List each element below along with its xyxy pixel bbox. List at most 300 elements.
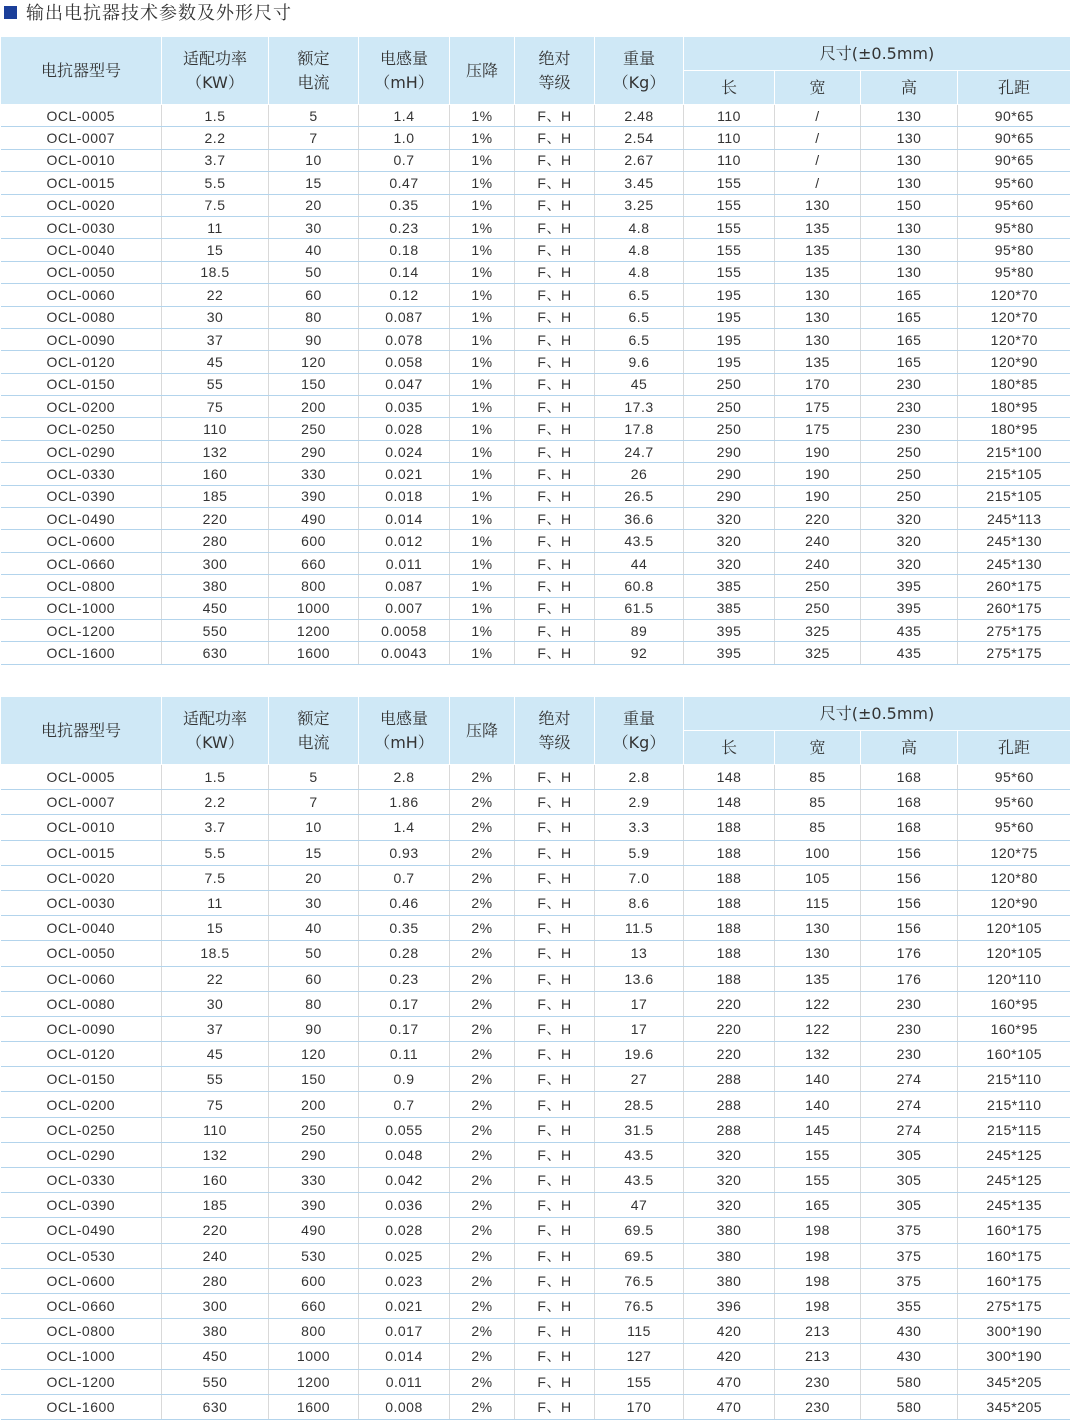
cell-length: 155 <box>684 194 775 216</box>
cell-weight: 61.5 <box>595 597 684 619</box>
cell-model: OCL-0660 <box>1 552 162 574</box>
cell-inductance: 0.7 <box>359 865 450 890</box>
cell-width: 190 <box>775 485 861 507</box>
cell-weight: 115 <box>595 1319 684 1344</box>
cell-insulation: F、H <box>515 105 595 127</box>
cell-hole: 120*90 <box>958 890 1070 915</box>
cell-length: 195 <box>684 306 775 328</box>
cell-height: 130 <box>861 261 958 283</box>
table-row <box>1 463 1070 485</box>
cell-inductance: 2.8 <box>359 765 450 790</box>
cell-height: 176 <box>861 966 958 991</box>
cell-drop: 2% <box>450 916 515 941</box>
cell-length: 290 <box>684 440 775 462</box>
table-row <box>1 1344 1070 1369</box>
cell-current: 530 <box>269 1243 359 1268</box>
cell-model: OCL-0250 <box>1 418 162 440</box>
cell-power: 110 <box>162 418 269 440</box>
cell-current: 1200 <box>269 1369 359 1394</box>
cell-drop: 2% <box>450 1016 515 1041</box>
cell-power: 2.2 <box>162 790 269 815</box>
cell-model: OCL-0490 <box>1 508 162 530</box>
header-height: 高 <box>861 71 958 105</box>
cell-power: 30 <box>162 306 269 328</box>
cell-power: 160 <box>162 463 269 485</box>
cell-insulation: F、H <box>515 1268 595 1293</box>
cell-insulation: F、H <box>515 1319 595 1344</box>
cell-current: 120 <box>269 1042 359 1067</box>
table-row <box>1 890 1070 915</box>
cell-length: 396 <box>684 1293 775 1318</box>
cell-drop: 1% <box>450 463 515 485</box>
cell-width: / <box>775 105 861 127</box>
cell-inductance: 0.078 <box>359 328 450 350</box>
table-row <box>1 1168 1070 1193</box>
cell-weight: 69.5 <box>595 1243 684 1268</box>
cell-model: OCL-0005 <box>1 105 162 127</box>
cell-model: OCL-0060 <box>1 966 162 991</box>
cell-weight: 2.54 <box>595 127 684 149</box>
header-insulation: 绝对 等级 <box>515 697 595 765</box>
cell-current: 600 <box>269 1268 359 1293</box>
cell-weight: 127 <box>595 1344 684 1369</box>
cell-weight: 13 <box>595 941 684 966</box>
table-row <box>1 916 1070 941</box>
cell-length: 148 <box>684 790 775 815</box>
cell-model: OCL-0020 <box>1 865 162 890</box>
cell-power: 380 <box>162 1319 269 1344</box>
cell-hole: 245*113 <box>958 508 1070 530</box>
page-title: 输出电抗器技术参数及外形尺寸 <box>26 3 292 24</box>
cell-weight: 4.8 <box>595 216 684 238</box>
cell-width: 135 <box>775 239 861 261</box>
cell-length: 188 <box>684 890 775 915</box>
cell-insulation: F、H <box>515 1042 595 1067</box>
cell-hole: 160*105 <box>958 1042 1070 1067</box>
cell-power: 630 <box>162 1394 269 1419</box>
cell-length: 220 <box>684 1016 775 1041</box>
cell-hole: 95*60 <box>958 790 1070 815</box>
cell-hole: 160*95 <box>958 991 1070 1016</box>
table-row <box>1 1319 1070 1344</box>
cell-drop: 1% <box>450 373 515 395</box>
cell-width: 213 <box>775 1319 861 1344</box>
cell-insulation: F、H <box>515 1092 595 1117</box>
cell-current: 660 <box>269 552 359 574</box>
cell-model: OCL-0800 <box>1 1319 162 1344</box>
cell-length: 110 <box>684 105 775 127</box>
cell-drop: 1% <box>450 261 515 283</box>
cell-model: OCL-0290 <box>1 1142 162 1167</box>
cell-inductance: 0.0043 <box>359 642 450 664</box>
cell-drop: 1% <box>450 105 515 127</box>
cell-power: 45 <box>162 1042 269 1067</box>
cell-height: 130 <box>861 172 958 194</box>
cell-width: 132 <box>775 1042 861 1067</box>
cell-model: OCL-1600 <box>1 1394 162 1419</box>
cell-hole: 215*115 <box>958 1117 1070 1142</box>
cell-width: 140 <box>775 1067 861 1092</box>
cell-insulation: F、H <box>515 328 595 350</box>
cell-length: 188 <box>684 865 775 890</box>
header-weight: 重量 （Kg） <box>595 37 684 105</box>
cell-length: 250 <box>684 396 775 418</box>
cell-length: 188 <box>684 966 775 991</box>
cell-power: 220 <box>162 508 269 530</box>
cell-drop: 2% <box>450 1369 515 1394</box>
cell-weight: 6.5 <box>595 306 684 328</box>
cell-drop: 2% <box>450 1193 515 1218</box>
table-row <box>1 966 1070 991</box>
cell-model: OCL-0150 <box>1 373 162 395</box>
cell-weight: 9.6 <box>595 351 684 373</box>
cell-width: 175 <box>775 396 861 418</box>
cell-inductance: 0.23 <box>359 216 450 238</box>
cell-weight: 24.7 <box>595 440 684 462</box>
cell-current: 150 <box>269 373 359 395</box>
cell-inductance: 0.14 <box>359 261 450 283</box>
cell-drop: 1% <box>450 351 515 373</box>
cell-height: 355 <box>861 1293 958 1318</box>
cell-weight: 6.5 <box>595 328 684 350</box>
cell-current: 20 <box>269 194 359 216</box>
cell-insulation: F、H <box>515 418 595 440</box>
cell-drop: 2% <box>450 1344 515 1369</box>
header-power: 适配功率 （KW） <box>162 697 269 765</box>
cell-model: OCL-0120 <box>1 1042 162 1067</box>
cell-height: 250 <box>861 440 958 462</box>
cell-current: 1000 <box>269 597 359 619</box>
cell-height: 156 <box>861 865 958 890</box>
table-row <box>1 941 1070 966</box>
cell-width: 122 <box>775 991 861 1016</box>
cell-hole: 95*60 <box>958 194 1070 216</box>
cell-insulation: F、H <box>515 530 595 552</box>
cell-hole: 245*125 <box>958 1168 1070 1193</box>
cell-insulation: F、H <box>515 619 595 641</box>
cell-inductance: 0.014 <box>359 1344 450 1369</box>
cell-insulation: F、H <box>515 815 595 840</box>
cell-model: OCL-0040 <box>1 239 162 261</box>
cell-insulation: F、H <box>515 127 595 149</box>
cell-weight: 69.5 <box>595 1218 684 1243</box>
cell-height: 580 <box>861 1369 958 1394</box>
cell-weight: 17.8 <box>595 418 684 440</box>
cell-model: OCL-0080 <box>1 306 162 328</box>
cell-model: OCL-0030 <box>1 890 162 915</box>
cell-current: 10 <box>269 815 359 840</box>
cell-weight: 44 <box>595 552 684 574</box>
cell-length: 380 <box>684 1243 775 1268</box>
cell-weight: 8.6 <box>595 890 684 915</box>
cell-length: 188 <box>684 916 775 941</box>
cell-hole: 90*65 <box>958 105 1070 127</box>
cell-width: 130 <box>775 916 861 941</box>
cell-power: 450 <box>162 1344 269 1369</box>
cell-drop: 2% <box>450 1293 515 1318</box>
cell-width: 85 <box>775 815 861 840</box>
cell-width: 240 <box>775 530 861 552</box>
cell-weight: 7.0 <box>595 865 684 890</box>
cell-height: 168 <box>861 815 958 840</box>
cell-hole: 215*105 <box>958 463 1070 485</box>
cell-inductance: 0.048 <box>359 1142 450 1167</box>
table-row <box>1 575 1070 597</box>
cell-power: 300 <box>162 552 269 574</box>
cell-hole: 95*80 <box>958 261 1070 283</box>
cell-current: 30 <box>269 216 359 238</box>
cell-model: OCL-0015 <box>1 172 162 194</box>
cell-length: 470 <box>684 1394 775 1419</box>
cell-weight: 31.5 <box>595 1117 684 1142</box>
cell-height: 305 <box>861 1168 958 1193</box>
table-row <box>1 642 1070 664</box>
table-row <box>1 194 1070 216</box>
cell-current: 290 <box>269 1142 359 1167</box>
table-row <box>1 840 1070 865</box>
cell-weight: 43.5 <box>595 1142 684 1167</box>
cell-model: OCL-0250 <box>1 1117 162 1142</box>
cell-width: 198 <box>775 1243 861 1268</box>
cell-weight: 28.5 <box>595 1092 684 1117</box>
cell-height: 274 <box>861 1117 958 1142</box>
cell-model: OCL-0010 <box>1 149 162 171</box>
cell-current: 10 <box>269 149 359 171</box>
cell-model: OCL-0800 <box>1 575 162 597</box>
cell-inductance: 0.17 <box>359 1016 450 1041</box>
cell-weight: 17 <box>595 1016 684 1041</box>
cell-inductance: 0.087 <box>359 306 450 328</box>
cell-inductance: 0.021 <box>359 1293 450 1318</box>
cell-length: 290 <box>684 463 775 485</box>
cell-model: OCL-0200 <box>1 396 162 418</box>
cell-model: OCL-0150 <box>1 1067 162 1092</box>
cell-height: 130 <box>861 149 958 171</box>
cell-current: 150 <box>269 1067 359 1092</box>
table-row <box>1 1092 1070 1117</box>
cell-insulation: F、H <box>515 194 595 216</box>
cell-drop: 1% <box>450 306 515 328</box>
cell-height: 230 <box>861 1042 958 1067</box>
cell-length: 188 <box>684 815 775 840</box>
cell-weight: 17.3 <box>595 396 684 418</box>
cell-inductance: 0.7 <box>359 1092 450 1117</box>
table-row <box>1 396 1070 418</box>
cell-width: / <box>775 127 861 149</box>
cell-hole: 215*100 <box>958 440 1070 462</box>
cell-hole: 120*80 <box>958 865 1070 890</box>
cell-drop: 1% <box>450 485 515 507</box>
cell-width: 145 <box>775 1117 861 1142</box>
cell-model: OCL-0390 <box>1 485 162 507</box>
cell-power: 55 <box>162 373 269 395</box>
cell-insulation: F、H <box>515 351 595 373</box>
cell-drop: 2% <box>450 890 515 915</box>
cell-power: 15 <box>162 239 269 261</box>
cell-length: 380 <box>684 1218 775 1243</box>
cell-length: 195 <box>684 351 775 373</box>
cell-drop: 1% <box>450 440 515 462</box>
cell-width: 130 <box>775 941 861 966</box>
cell-power: 1.5 <box>162 765 269 790</box>
table-row <box>1 1142 1070 1167</box>
cell-power: 55 <box>162 1067 269 1092</box>
cell-drop: 1% <box>450 396 515 418</box>
cell-hole: 120*105 <box>958 916 1070 941</box>
table-row <box>1 790 1070 815</box>
cell-insulation: F、H <box>515 865 595 890</box>
cell-insulation: F、H <box>515 440 595 462</box>
cell-power: 75 <box>162 1092 269 1117</box>
cell-drop: 1% <box>450 284 515 306</box>
cell-inductance: 0.014 <box>359 508 450 530</box>
cell-inductance: 0.7 <box>359 149 450 171</box>
cell-model: OCL-0005 <box>1 765 162 790</box>
cell-power: 380 <box>162 575 269 597</box>
cell-inductance: 0.087 <box>359 575 450 597</box>
cell-inductance: 0.93 <box>359 840 450 865</box>
header-model: 电抗器型号 <box>1 37 162 105</box>
cell-height: 176 <box>861 941 958 966</box>
cell-power: 2.2 <box>162 127 269 149</box>
cell-height: 435 <box>861 642 958 664</box>
cell-width: 230 <box>775 1394 861 1419</box>
cell-model: OCL-0390 <box>1 1193 162 1218</box>
cell-height: 395 <box>861 597 958 619</box>
cell-power: 7.5 <box>162 865 269 890</box>
cell-length: 188 <box>684 840 775 865</box>
table-row <box>1 1394 1070 1419</box>
cell-inductance: 0.11 <box>359 1042 450 1067</box>
cell-power: 185 <box>162 1193 269 1218</box>
cell-inductance: 0.17 <box>359 991 450 1016</box>
table-row <box>1 1218 1070 1243</box>
table-row <box>1 865 1070 890</box>
cell-drop: 2% <box>450 1092 515 1117</box>
cell-inductance: 0.024 <box>359 440 450 462</box>
cell-length: 385 <box>684 597 775 619</box>
reactor-spec-table-2pct <box>0 696 1070 1420</box>
header-length: 长 <box>684 71 775 105</box>
header-drop: 压降 <box>450 37 515 105</box>
cell-power: 22 <box>162 966 269 991</box>
cell-length: 320 <box>684 508 775 530</box>
cell-model: OCL-0030 <box>1 216 162 238</box>
header-length: 长 <box>684 731 775 765</box>
cell-weight: 36.6 <box>595 508 684 530</box>
cell-inductance: 0.021 <box>359 463 450 485</box>
cell-inductance: 0.46 <box>359 890 450 915</box>
cell-length: 290 <box>684 485 775 507</box>
cell-weight: 17 <box>595 991 684 1016</box>
cell-current: 660 <box>269 1293 359 1318</box>
cell-current: 60 <box>269 966 359 991</box>
cell-drop: 2% <box>450 1319 515 1344</box>
cell-length: 320 <box>684 1168 775 1193</box>
cell-width: 130 <box>775 306 861 328</box>
cell-hole: 160*95 <box>958 1016 1070 1041</box>
cell-hole: 245*135 <box>958 1193 1070 1218</box>
cell-width: 135 <box>775 216 861 238</box>
cell-insulation: F、H <box>515 306 595 328</box>
cell-width: 175 <box>775 418 861 440</box>
cell-weight: 6.5 <box>595 284 684 306</box>
cell-hole: 120*105 <box>958 941 1070 966</box>
cell-drop: 2% <box>450 840 515 865</box>
reactor-spec-table-1pct <box>0 36 1070 665</box>
cell-hole: 345*205 <box>958 1394 1070 1419</box>
cell-inductance: 0.0058 <box>359 619 450 641</box>
cell-inductance: 0.35 <box>359 194 450 216</box>
table-row <box>1 597 1070 619</box>
cell-power: 11 <box>162 216 269 238</box>
cell-width: / <box>775 172 861 194</box>
header-width: 宽 <box>775 731 861 765</box>
cell-width: 155 <box>775 1142 861 1167</box>
table-row <box>1 239 1070 261</box>
cell-model: OCL-0080 <box>1 991 162 1016</box>
cell-current: 90 <box>269 328 359 350</box>
cell-inductance: 0.012 <box>359 530 450 552</box>
header-size: 尺寸(±0.5mm) <box>684 697 1070 731</box>
cell-drop: 1% <box>450 508 515 530</box>
cell-model: OCL-0060 <box>1 284 162 306</box>
cell-insulation: F、H <box>515 840 595 865</box>
table-row <box>1 418 1070 440</box>
cell-hole: 275*175 <box>958 619 1070 641</box>
cell-width: 105 <box>775 865 861 890</box>
cell-length: 155 <box>684 216 775 238</box>
cell-width: 325 <box>775 642 861 664</box>
cell-width: 325 <box>775 619 861 641</box>
cell-insulation: F、H <box>515 1016 595 1041</box>
cell-height: 395 <box>861 575 958 597</box>
cell-length: 110 <box>684 149 775 171</box>
cell-drop: 2% <box>450 1117 515 1142</box>
cell-hole: 120*70 <box>958 306 1070 328</box>
cell-current: 1600 <box>269 1394 359 1419</box>
page-title-bar <box>0 0 292 24</box>
cell-insulation: F、H <box>515 1369 595 1394</box>
header-inductance: 电感量 （mH） <box>359 37 450 105</box>
cell-current: 250 <box>269 1117 359 1142</box>
header-insulation: 绝对 等级 <box>515 37 595 105</box>
cell-power: 185 <box>162 485 269 507</box>
cell-power: 7.5 <box>162 194 269 216</box>
cell-width: 240 <box>775 552 861 574</box>
cell-model: OCL-0200 <box>1 1092 162 1117</box>
table-row <box>1 552 1070 574</box>
cell-weight: 26 <box>595 463 684 485</box>
cell-width: 250 <box>775 597 861 619</box>
cell-height: 230 <box>861 1016 958 1041</box>
cell-current: 490 <box>269 1218 359 1243</box>
cell-height: 580 <box>861 1394 958 1419</box>
cell-width: 220 <box>775 508 861 530</box>
cell-height: 250 <box>861 485 958 507</box>
table-row <box>1 328 1070 350</box>
cell-model: OCL-0015 <box>1 840 162 865</box>
cell-insulation: F、H <box>515 172 595 194</box>
cell-inductance: 0.12 <box>359 284 450 306</box>
cell-insulation: F、H <box>515 1344 595 1369</box>
cell-length: 395 <box>684 619 775 641</box>
cell-weight: 43.5 <box>595 1168 684 1193</box>
cell-model: OCL-0530 <box>1 1243 162 1268</box>
cell-power: 550 <box>162 619 269 641</box>
cell-insulation: F、H <box>515 463 595 485</box>
cell-weight: 2.67 <box>595 149 684 171</box>
